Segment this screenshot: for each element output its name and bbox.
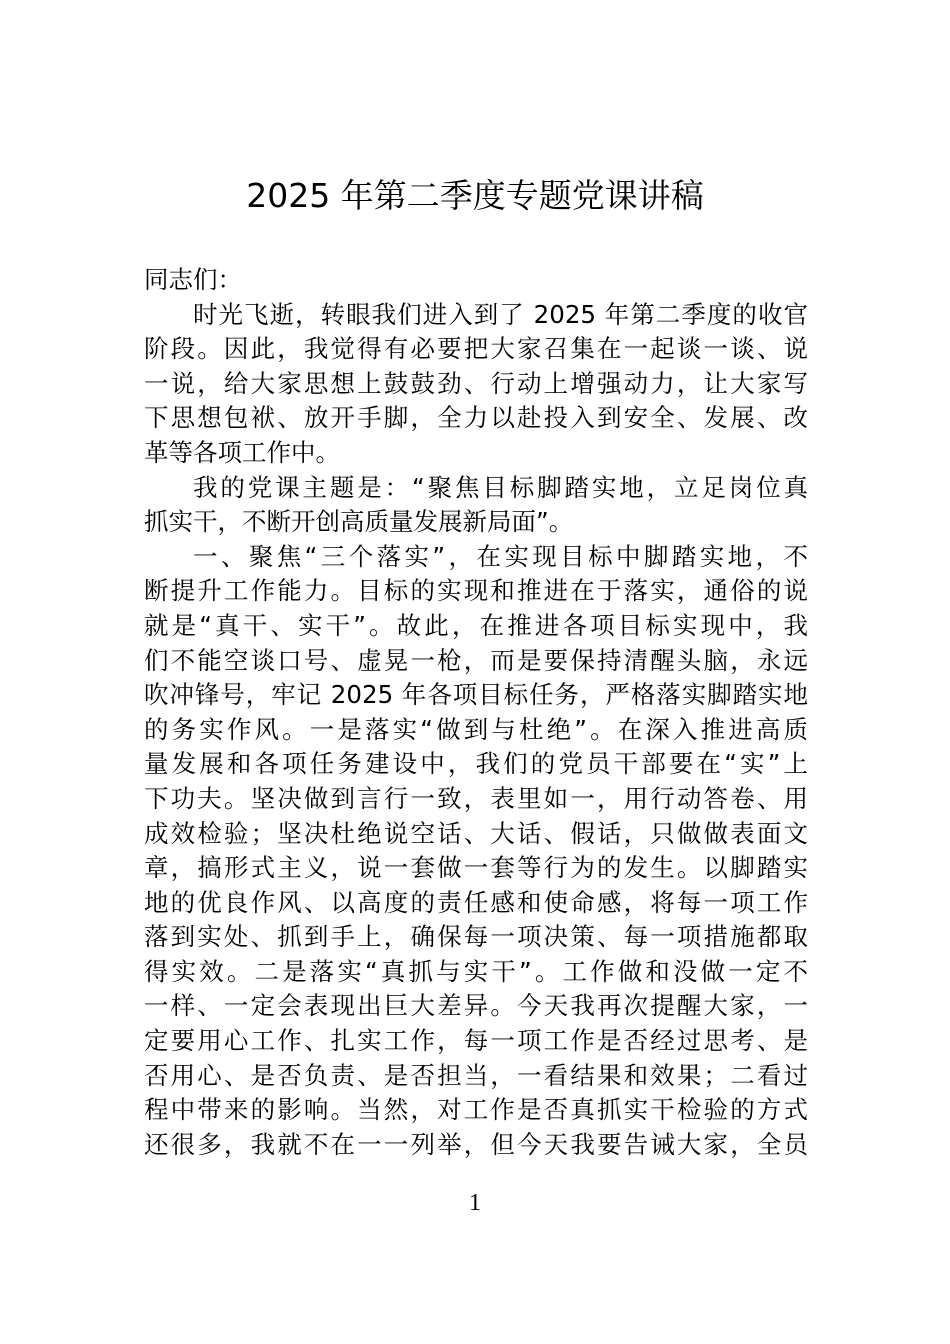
document-title: 2025 年第二季度专题党课讲稿: [246, 176, 704, 215]
paragraph-line: 一样、一定会表现出巨大差异。今天我再次提醒大家，一: [144, 991, 808, 1021]
paragraph-line: 得实效。二是落实“真抓与实干”。工作做和没做一定不: [144, 956, 808, 986]
paragraph-line: 一说，给大家思想上鼓鼓劲、行动上增强动力，让大家写: [144, 368, 808, 398]
salutation-line: 同志们：: [144, 265, 242, 294]
paragraph-line: 定要用心工作、扎实工作，每一项工作是否经过思考、是: [144, 1026, 808, 1056]
paragraph-line: 还很多，我就不在一一列举，但今天我要告诫大家，全员: [144, 1129, 808, 1159]
paragraph-line: 革等各项工作中。: [144, 437, 340, 467]
paragraph-line: 吹冲锋号，牢记 2025 年各项目标任务，严格落实脚踏实地: [144, 680, 808, 710]
paragraph-line: 阶段。因此，我觉得有必要把大家召集在一起谈一谈、说: [144, 334, 808, 364]
paragraph-line: 成效检验；坚决杜绝说空话、大话、假话，只做做表面文: [144, 818, 808, 848]
paragraph-line: 一、聚焦“三个落实”，在实现目标中脚踏实地，不: [193, 541, 808, 571]
page-number: 1: [469, 1190, 481, 1216]
paragraph-line: 下思想包袱、放开手脚，全力以赴投入到安全、发展、改: [144, 403, 808, 433]
paragraph-line: 我的党课主题是：“聚焦目标脚踏实地，立足岗位真: [193, 472, 808, 502]
paragraph-line: 程中带来的影响。当然，对工作是否真抓实干检验的方式: [144, 1095, 808, 1125]
paragraph-line: 地的优良作风、以高度的责任感和使命感，将每一项工作: [144, 887, 808, 917]
document-body: [144, 263, 808, 1162]
paragraph-line: 否用心、是否负责、是否担当，一看结果和效果；二看过: [144, 1060, 808, 1090]
paragraph-line: 落到实处、抓到手上，确保每一项决策、每一项措施都取: [144, 922, 808, 952]
paragraph-line: 章，搞形式主义，说一套做一套等行为的发生。以脚踏实: [144, 853, 808, 883]
paragraph-line: 断提升工作能力。目标的实现和推进在于落实，通俗的说: [144, 576, 808, 606]
paragraph-line: 就是“真干、实干”。故此，在推进各项目标实现中，我: [144, 610, 808, 640]
paragraph-line: 们不能空谈口号、虚晃一枪，而是要保持清醒头脑，永远: [144, 645, 808, 675]
paragraph-line: 时光飞逝，转眼我们进入到了 2025 年第二季度的收官: [193, 299, 808, 329]
paragraph-line: 的务实作风。一是落实“做到与杜绝”。在深入推进高质: [144, 714, 808, 744]
paragraph-line: 抓实干，不断开创高质量发展新局面”。: [144, 507, 574, 537]
paragraph-line: 量发展和各项任务建设中，我们的党员干部要在“实”上: [144, 749, 808, 779]
paragraph-line: 下功夫。坚决做到言行一致，表里如一，用行动答卷、用: [144, 783, 808, 813]
